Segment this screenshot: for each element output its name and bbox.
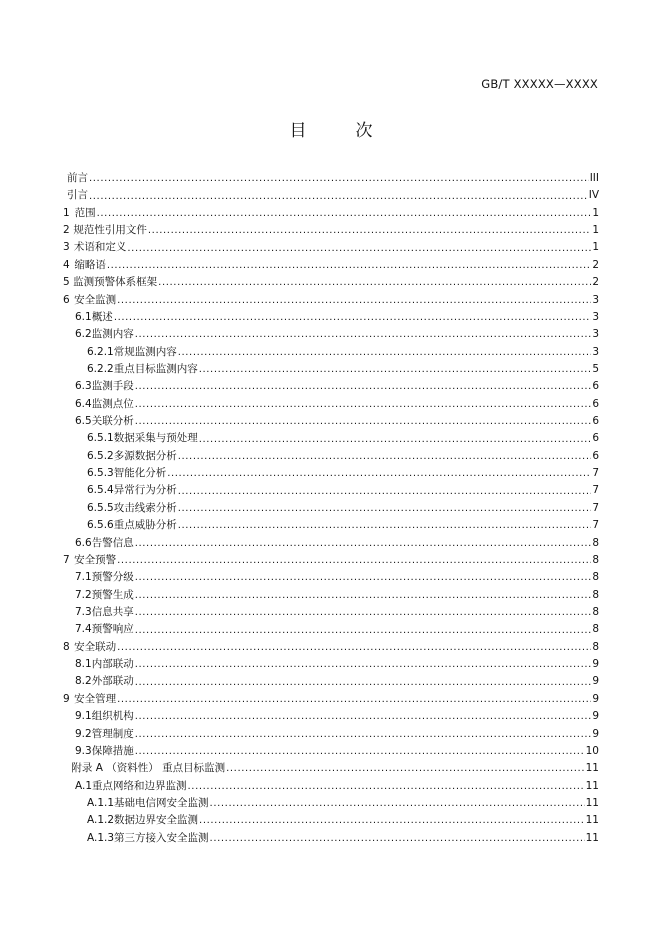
toc-entry-number: 4 [63,258,70,271]
toc-entry-page: 3 [592,310,599,323]
toc-entry-number: 7.4 [75,623,92,636]
dot-leader [117,292,591,309]
toc-entry-label: 内部联动 [91,658,134,671]
dot-leader [178,448,592,465]
dot-leader [117,639,591,656]
toc-entry[interactable] [63,760,599,777]
toc-entry-label: 信息共享 [91,605,134,618]
toc-entry-number: 8 [63,640,70,653]
dot-leader [135,396,592,413]
toc-entry-label: 监测手段 [91,380,134,393]
toc-entry-label: 监测点位 [91,397,134,410]
toc-entry-number: 8.1 [75,658,92,671]
toc-entry-label: 告警信息 [91,536,134,549]
toc-entry-label: 数据边界安全监测 [114,814,199,827]
dot-leader [89,188,588,205]
toc-entry-label: 多源数据分析 [113,449,177,462]
toc-entry-label: 关联分析 [91,415,134,428]
toc-entry-label: 异常行为分析 [113,484,177,497]
toc-entry-label: 附录 A （资料性） 重点目标监测 [71,762,226,775]
toc-entry-number: A.1.2 [87,814,115,827]
dot-leader [148,222,591,239]
toc-entry-page: 8 [592,571,599,584]
toc-entry-page: IV [588,189,599,202]
dot-leader [199,361,592,378]
toc-entry-page: 3 [592,345,599,358]
toc-entry-label: 监测预警体系框架 [73,276,158,289]
dot-leader [226,760,585,777]
toc-entry[interactable] [63,344,599,361]
dot-leader [135,622,592,639]
toc-entry-label: 安全预警 [74,553,117,566]
toc-entry-number: 3 [63,241,70,254]
toc-entry[interactable] [63,170,599,187]
toc-entry-number: A.1 [75,779,93,792]
toc-entry-label: 预警分级 [91,571,134,584]
toc-entry-label: 前言 [67,172,88,184]
toc-entry-page: 11 [585,796,599,809]
toc-entry-label: 概述 [91,310,113,323]
toc-entry-page: 7 [592,467,599,480]
toc-entry-page: 6 [592,415,599,428]
toc-entry-label: 组织机构 [91,710,134,723]
dot-leader [135,726,592,743]
toc-entry-number: 7.3 [75,605,92,618]
toc-entry-number: 9.3 [75,744,92,757]
toc-entry-number: 6.6 [75,536,92,549]
toc-entry-page: 3 [592,328,599,341]
toc-entry[interactable] [63,795,599,812]
toc-entry[interactable] [63,604,599,621]
dot-leader [199,431,592,448]
dot-leader [135,378,592,395]
toc-entry[interactable] [63,517,599,534]
dot-leader [135,656,592,673]
toc-entry-label: 攻击线索分析 [113,501,177,514]
dot-leader [135,569,592,586]
toc-entry-number: 6.5.1 [87,432,114,445]
toc-entry-number: 1 [63,206,70,219]
toc-entry-page: 1 [592,224,599,237]
toc-entry[interactable] [63,257,599,274]
toc-entry-page: 7 [592,484,599,497]
toc-entry-label: 外部联动 [91,675,134,688]
toc-entry[interactable] [63,621,599,638]
toc-entry-label: 预警响应 [91,623,134,636]
toc-entry[interactable] [63,326,599,343]
toc-entry-label: 预警生成 [91,588,134,601]
toc-entry[interactable] [63,222,599,239]
toc-entry-label: 安全管理 [74,692,117,705]
dot-leader [178,517,592,534]
toc-entry-page: 2 [592,276,599,289]
toc-entry-page: 10 [585,744,599,757]
toc-entry-page: 8 [592,640,599,653]
dot-leader [178,483,592,500]
toc-entry-label: 规范性引用文件 [73,224,147,237]
toc-entry[interactable] [63,673,599,690]
toc-entry-page: III [589,172,599,184]
dot-leader [117,552,591,569]
toc-entry-page: 9 [592,675,599,688]
dot-leader [210,830,585,847]
toc-entry-number: 8.2 [75,675,92,688]
toc-entry-page: 8 [592,588,599,601]
toc-entry-page: 3 [592,293,599,306]
dot-leader [178,344,592,361]
toc-entry-page: 11 [585,814,599,827]
dot-leader [135,604,592,621]
toc-entry[interactable] [63,292,599,309]
toc-entry-label: 重点网络和边界监测 [92,779,187,792]
toc-entry[interactable] [63,778,599,795]
toc-entry-page: 8 [592,623,599,636]
toc-entry-page: 6 [592,380,599,393]
toc-entry[interactable] [63,708,599,725]
toc-entry-page: 8 [592,553,599,566]
dot-leader [135,326,592,343]
toc-entry-label: 安全联动 [74,640,117,653]
toc-entry-page: 11 [585,762,599,775]
toc-entry[interactable] [63,430,599,447]
toc-entry-number: 6.2.1 [87,345,114,358]
toc-entry[interactable] [63,378,599,395]
toc-entry-number: 5 [63,276,70,289]
toc-entry[interactable] [63,500,599,517]
toc-entry-page: 2 [592,258,599,271]
standard-code: GB/T XXXXX—XXXX [481,77,598,91]
toc-entry-number: 6.5.3 [87,467,114,480]
dot-leader [97,205,592,222]
dot-leader [135,535,592,552]
toc-entry-number: 9.2 [75,727,92,740]
toc-entry[interactable] [63,812,599,829]
toc-entry[interactable] [63,239,599,256]
toc-entry-number: 6.5.6 [87,519,114,532]
dot-leader [135,413,592,430]
toc-entry-label: 第三方接入安全监测 [114,831,209,844]
dot-leader [135,743,585,760]
toc-entry[interactable] [63,396,599,413]
toc-entry-number: 6.3 [75,380,92,393]
toc-entry-number: 9.1 [75,710,92,723]
toc-entry-page: 1 [592,241,599,254]
toc-entry-number: 7.1 [75,571,92,584]
toc-entry[interactable] [63,743,599,760]
toc-entry-page: 8 [592,536,599,549]
dot-leader [167,465,591,482]
toc-entry-page: 9 [592,710,599,723]
toc-entry-number: 6.2 [75,328,92,341]
toc-entry-page: 9 [592,727,599,740]
toc-entry-label: 监测内容 [91,328,134,341]
toc-entry[interactable] [63,552,599,569]
dot-leader [114,309,592,326]
dot-leader [135,708,592,725]
dot-leader [89,170,589,187]
toc-entry-number: 6.2.2 [87,362,114,375]
toc-entry-number: 9 [63,692,70,705]
toc-entry[interactable] [63,413,599,430]
page-title: 目 次 [289,121,389,141]
toc-entry[interactable] [63,448,599,465]
toc-entry[interactable] [63,656,599,673]
toc-entry-label: 术语和定义 [73,241,127,254]
toc-entry[interactable] [63,535,599,552]
toc-entry-number: 6.4 [75,397,92,410]
toc-entry[interactable] [63,465,599,482]
dot-leader [117,691,591,708]
toc-entry[interactable] [63,205,599,222]
toc-entry-label: 缩略语 [74,258,106,271]
dot-leader [199,812,585,829]
toc-entry[interactable] [63,274,599,291]
toc-entry-page: 6 [592,432,599,445]
toc-entry[interactable] [63,587,599,604]
toc-entry[interactable] [63,187,599,204]
toc-entry-label: 范围 [74,206,96,219]
toc-entry[interactable] [63,639,599,656]
toc-entry[interactable] [63,830,599,847]
toc-entry-page: 7 [592,501,599,514]
toc-entry-number: 7 [63,553,70,566]
toc-entry-number: 6 [63,293,70,306]
toc-entry-label: 重点目标监测内容 [113,362,198,375]
toc-entry-label: 常规监测内容 [113,345,177,358]
toc-entry-page: 5 [592,362,599,375]
toc-entry-label: 管理制度 [91,727,134,740]
dot-leader [210,795,585,812]
toc-entry-page: 9 [592,692,599,705]
toc-entry-number: A.1.1 [87,796,115,809]
toc-entry-label: 引言 [67,189,88,202]
toc-entry-label: 安全监测 [74,293,117,306]
toc-entry[interactable] [63,482,599,499]
toc-entry-page: 11 [585,831,599,844]
toc-entry-number: 6.5 [75,415,92,428]
dot-leader [178,500,592,517]
toc-entry-number: 7.2 [75,588,92,601]
toc-entry-page: 7 [592,519,599,532]
toc-entry-label: 重点威胁分析 [113,519,177,532]
toc-entry-page: 6 [592,449,599,462]
toc-entry[interactable] [63,726,599,743]
toc-entry-number: 2 [63,224,70,237]
toc-entry-page: 8 [592,605,599,618]
toc-entry-label: 保障措施 [91,744,134,757]
toc-entry-number: 6.1 [75,310,92,323]
dot-leader [188,778,585,795]
toc-entry-label: 基础电信网安全监测 [114,796,209,809]
toc-entry-number: A.1.3 [87,831,115,844]
toc-entry-label: 数据采集与预处理 [113,432,198,445]
toc-entry-number: 6.5.2 [87,449,114,462]
toc-entry[interactable] [63,569,599,586]
toc-entry-number: 6.5.5 [87,501,114,514]
table-of-contents [63,170,599,847]
toc-entry-page: 6 [592,397,599,410]
toc-entry[interactable] [63,691,599,708]
dot-leader [107,257,591,274]
dot-leader [135,674,592,691]
dot-leader [127,240,591,257]
dot-leader [135,587,592,604]
toc-entry-page: 9 [592,658,599,671]
dot-leader [158,274,591,291]
toc-entry[interactable] [63,361,599,378]
toc-entry[interactable] [63,309,599,326]
toc-entry-page: 1 [592,206,599,219]
toc-entry-page: 11 [585,779,599,792]
toc-entry-label: 智能化分析 [113,467,167,480]
toc-entry-number: 6.5.4 [87,484,114,497]
